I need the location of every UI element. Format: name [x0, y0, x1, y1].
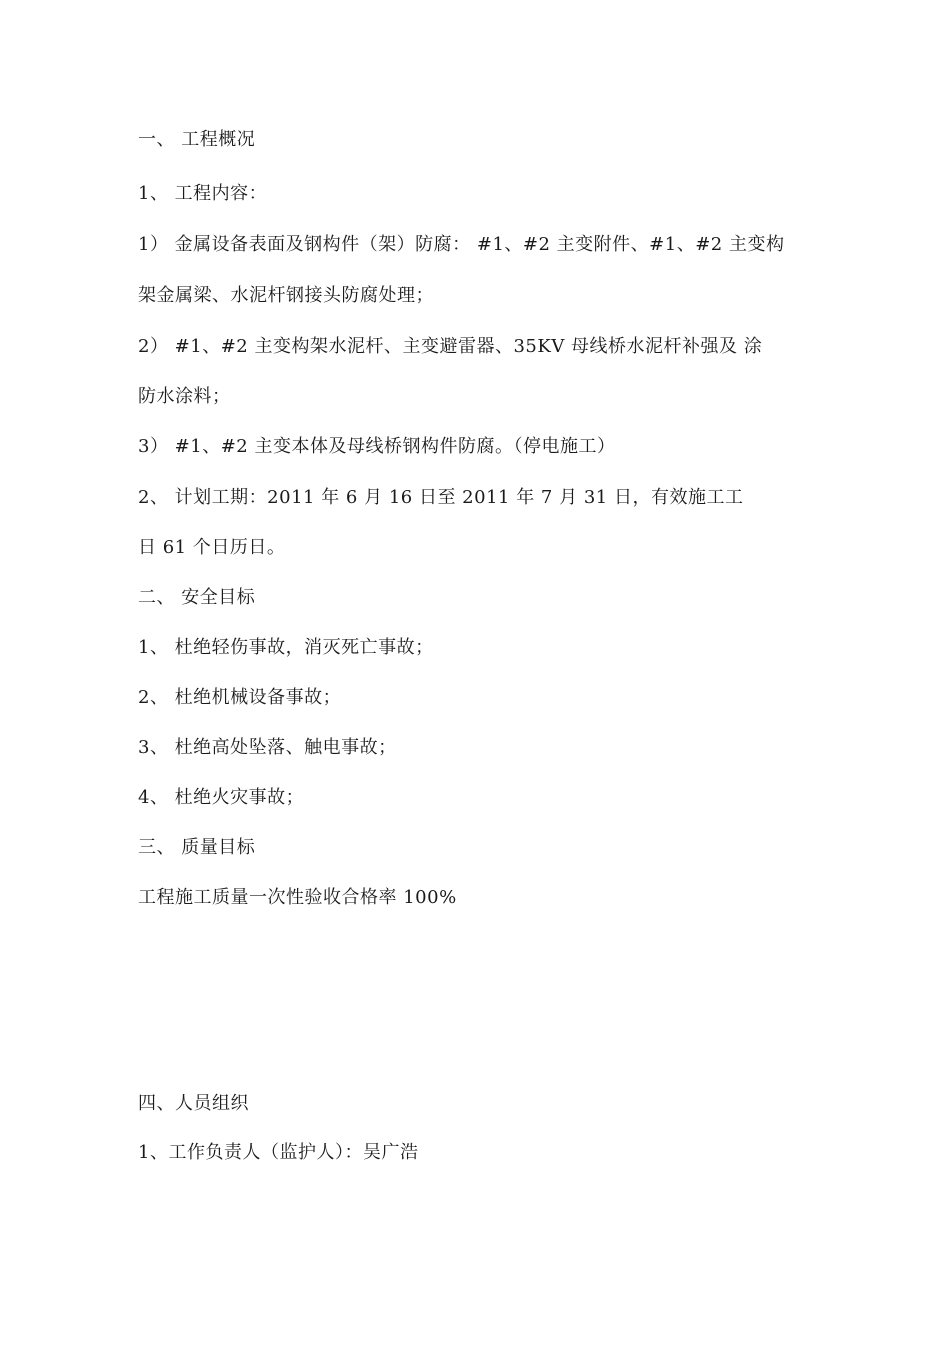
schedule-line-1: 2、 计划工期：2011 年 6 月 16 日至 2011 年 7 月 31 日，有效施工工 [138, 487, 744, 508]
quality-target-text: 工程施工质量一次性验收合格率 100% [138, 887, 457, 908]
section-heading-quality: 三、 质量目标 [138, 837, 256, 858]
content-item-1-line-2: 架金属梁、水泥杆钢接头防腐处理； [138, 285, 434, 306]
section-heading-overview: 一、 工程概况 [138, 129, 256, 150]
project-content-title: 1、 工程内容： [138, 183, 268, 204]
safety-item: 4、 杜绝火灾事故； [138, 787, 305, 808]
section-heading-personnel: 四、人员组织 [138, 1093, 249, 1114]
safety-item: 3、 杜绝高处坠落、触电事故； [138, 737, 397, 758]
safety-item: 2、 杜绝机械设备事故； [138, 687, 342, 708]
content-item-2-line-1: 2） #1、#2 主变构架水泥杆、主变避雷器、35KV 母线桥水泥杆补强及 涂 [138, 336, 763, 357]
personnel-item-1: 1、工作负责人（监护人）：吴广浩 [138, 1142, 419, 1163]
content-item-1-line-1: 1） 金属设备表面及钢构件（架）防腐： #1、#2 主变附件、#1、#2 主变构 [138, 234, 785, 255]
section-heading-safety: 二、 安全目标 [138, 587, 256, 608]
schedule-line-2: 日 61 个日历日。 [138, 537, 286, 558]
content-item-3: 3） #1、#2 主变本体及母线桥钢构件防腐。（停电施工） [138, 436, 616, 457]
content-item-2-line-2: 防水涂料； [138, 386, 231, 407]
safety-item: 1、 杜绝轻伤事故，消灭死亡事故； [138, 637, 434, 658]
